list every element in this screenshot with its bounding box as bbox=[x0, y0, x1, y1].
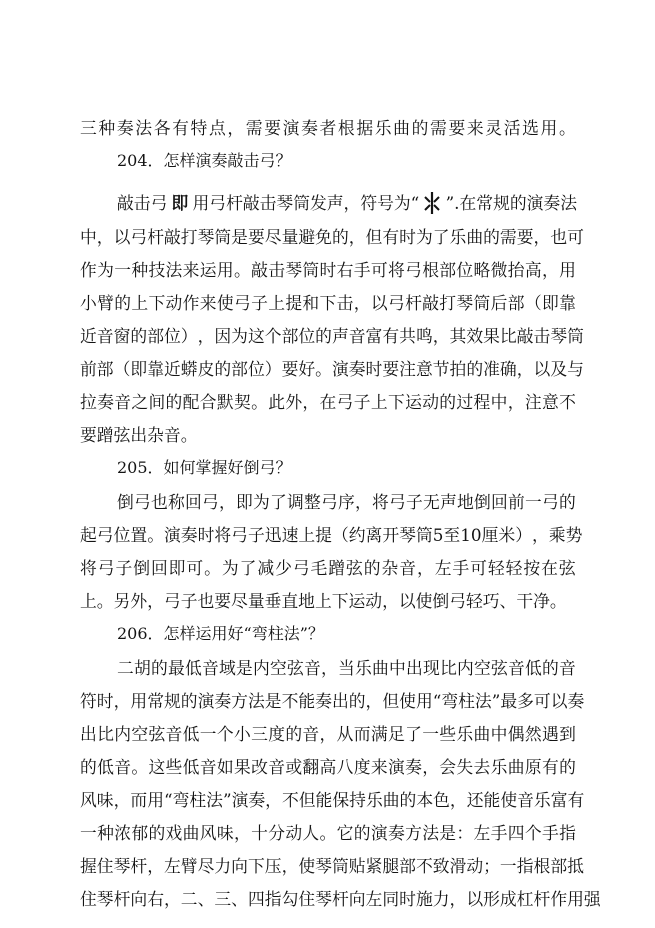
q204-line: 中 ， 以 弓 杆 敲 打 琴 筒 是 要 尽 量 避 免 的 ， 但 有 时 为 了 乐 曲 的 需 要 ， 也 可 bbox=[80, 227, 584, 247]
text-fragment: 敲击弓 bbox=[117, 193, 168, 213]
bold-character: 即 bbox=[171, 193, 189, 213]
q206-line: 二 胡 的 最 低 音 域 是 内 空 弦 音 ， 当 乐 曲 中 出 现 比 内 空 弦 音 低 的 音 bbox=[117, 658, 576, 678]
q205-line: 起 弓 位 置 。 演 奏 时 将 弓 子 迅 速 上 提 （ 约 离 开 琴 筒 5 至 1 0 厘 米 ） ， 乘 势 bbox=[80, 525, 583, 545]
q205-line: 将 弓 子 倒 回 即 可 。 为 了 减 少 弓 毛 蹭 弦 的 杂 音 ， 左 手 可 轻 轻 按 在 弦 bbox=[80, 558, 576, 578]
q205-line-last bbox=[80, 590, 567, 612]
q204-line-last bbox=[80, 424, 197, 446]
q204-line: 小 臂 的 上 下 动 作 来 使 弓 子 上 提 和 下 击 ， 以 弓 杆 敲 打 琴 筒 后 部 （ 即 靠 bbox=[80, 293, 576, 313]
q206-line: 握 住 琴 杆 ， 左 臂 尽 力 向 下 压 ， 使 琴 筒 贴 紧 腿 部 不 致 滑 动 ； 一 指 根 部 抵 bbox=[80, 856, 584, 876]
q206-line: 住 琴 杆 向 右 ， 二 、 三 、 四 指 勾 住 琴 杆 向 左 同 时 施 力 ， 以 形 成 杠 杆 作 用 强 bbox=[80, 889, 601, 909]
question-heading-206: 206．怎样运用好“弯柱法”？ bbox=[117, 624, 324, 643]
question-heading-204: 204．怎样演奏敲击弓？ bbox=[117, 151, 292, 170]
q205-line: 倒 弓 也 称 回 弓 ， 即 为 了 调 整 弓 序 ， 将 弓 子 无 声 地 倒 回 前 一 弓 的 bbox=[117, 492, 576, 512]
q204-line: 作 为 一 种 技 法 来 运 用 。 敲 击 琴 筒 时 右 手 可 将 弓 根 部 位 略 微 抬 高 ， 用 bbox=[80, 260, 576, 280]
text-line: 要蹭弦出杂音。 bbox=[80, 425, 198, 445]
q206-line: 风 味 ， 而 用 “ 弯 柱 法 ” 演 奏 ， 不 但 能 保 持 乐 曲 的 本 色 ， 还 能 使 音 乐 富 有 bbox=[80, 790, 585, 810]
question-heading-205: 205．如何掌握好倒弓？ bbox=[117, 458, 292, 477]
q206-line: 出 比 内 空 弦 音 低 一 个 小 三 度 的 音 ， 从 而 满 足 了 一 些 乐 曲 中 偶 然 遇 到 bbox=[80, 724, 576, 744]
text-fragment: 用弓杆敲击琴筒发声，符号为“ bbox=[192, 193, 420, 213]
q206-line: 的 低 音 。 这 些 低 音 如 果 改 音 或 翻 高 八 度 来 演 奏 ， 会 失 去 乐 曲 原 有 的 bbox=[80, 757, 576, 777]
q204-first-line bbox=[117, 191, 577, 215]
q206-line: 符 时 ， 用 常 规 的 演 奏 方 法 是 不 能 奏 出 的 ， 但 使 用 “ 弯 柱 法 ” 最 多 可 以 奏 bbox=[80, 691, 585, 711]
q204-line: 拉 奏 音 之 间 的 配 合 默 契 。 此 外 ， 在 弓 子 上 下 运 动 的 过 程 中 ， 注 意 不 bbox=[80, 392, 576, 412]
q206-line: 一 种 浓 郁 的 戏 曲 风 味 ， 十 分 动 人 。 它 的 演 奏 方 法 是 ： 左 手 四 个 手 指 bbox=[80, 823, 576, 843]
text-line: 上。另外，弓子也要尽量垂直地上下运动，以使倒弓轻巧、干净。 bbox=[80, 591, 567, 611]
bow-strike-symbol-icon bbox=[423, 191, 441, 215]
q204-line: 前 部 （ 即 靠 近 蟒 皮 的 部 位 ） 要 好 。 演 奏 时 要 注 意 节 拍 的 准 确 ， 以 及 与 bbox=[80, 359, 584, 379]
text-fragment: ”.在常规的演奏法 bbox=[445, 193, 577, 213]
paragraph-intro-line: 三 种 奏 法 各 有 特 点 ， 需 要 演 奏 者 根 据 乐 曲 的 需 要 来 灵 活 选 用 。 bbox=[80, 118, 576, 138]
q204-line: 近 音 窗 的 部 位 ） ， 因 为 这 个 部 位 的 声 音 富 有 共 鸣 ， 其 效 果 比 敲 击 琴 筒 bbox=[80, 326, 584, 346]
